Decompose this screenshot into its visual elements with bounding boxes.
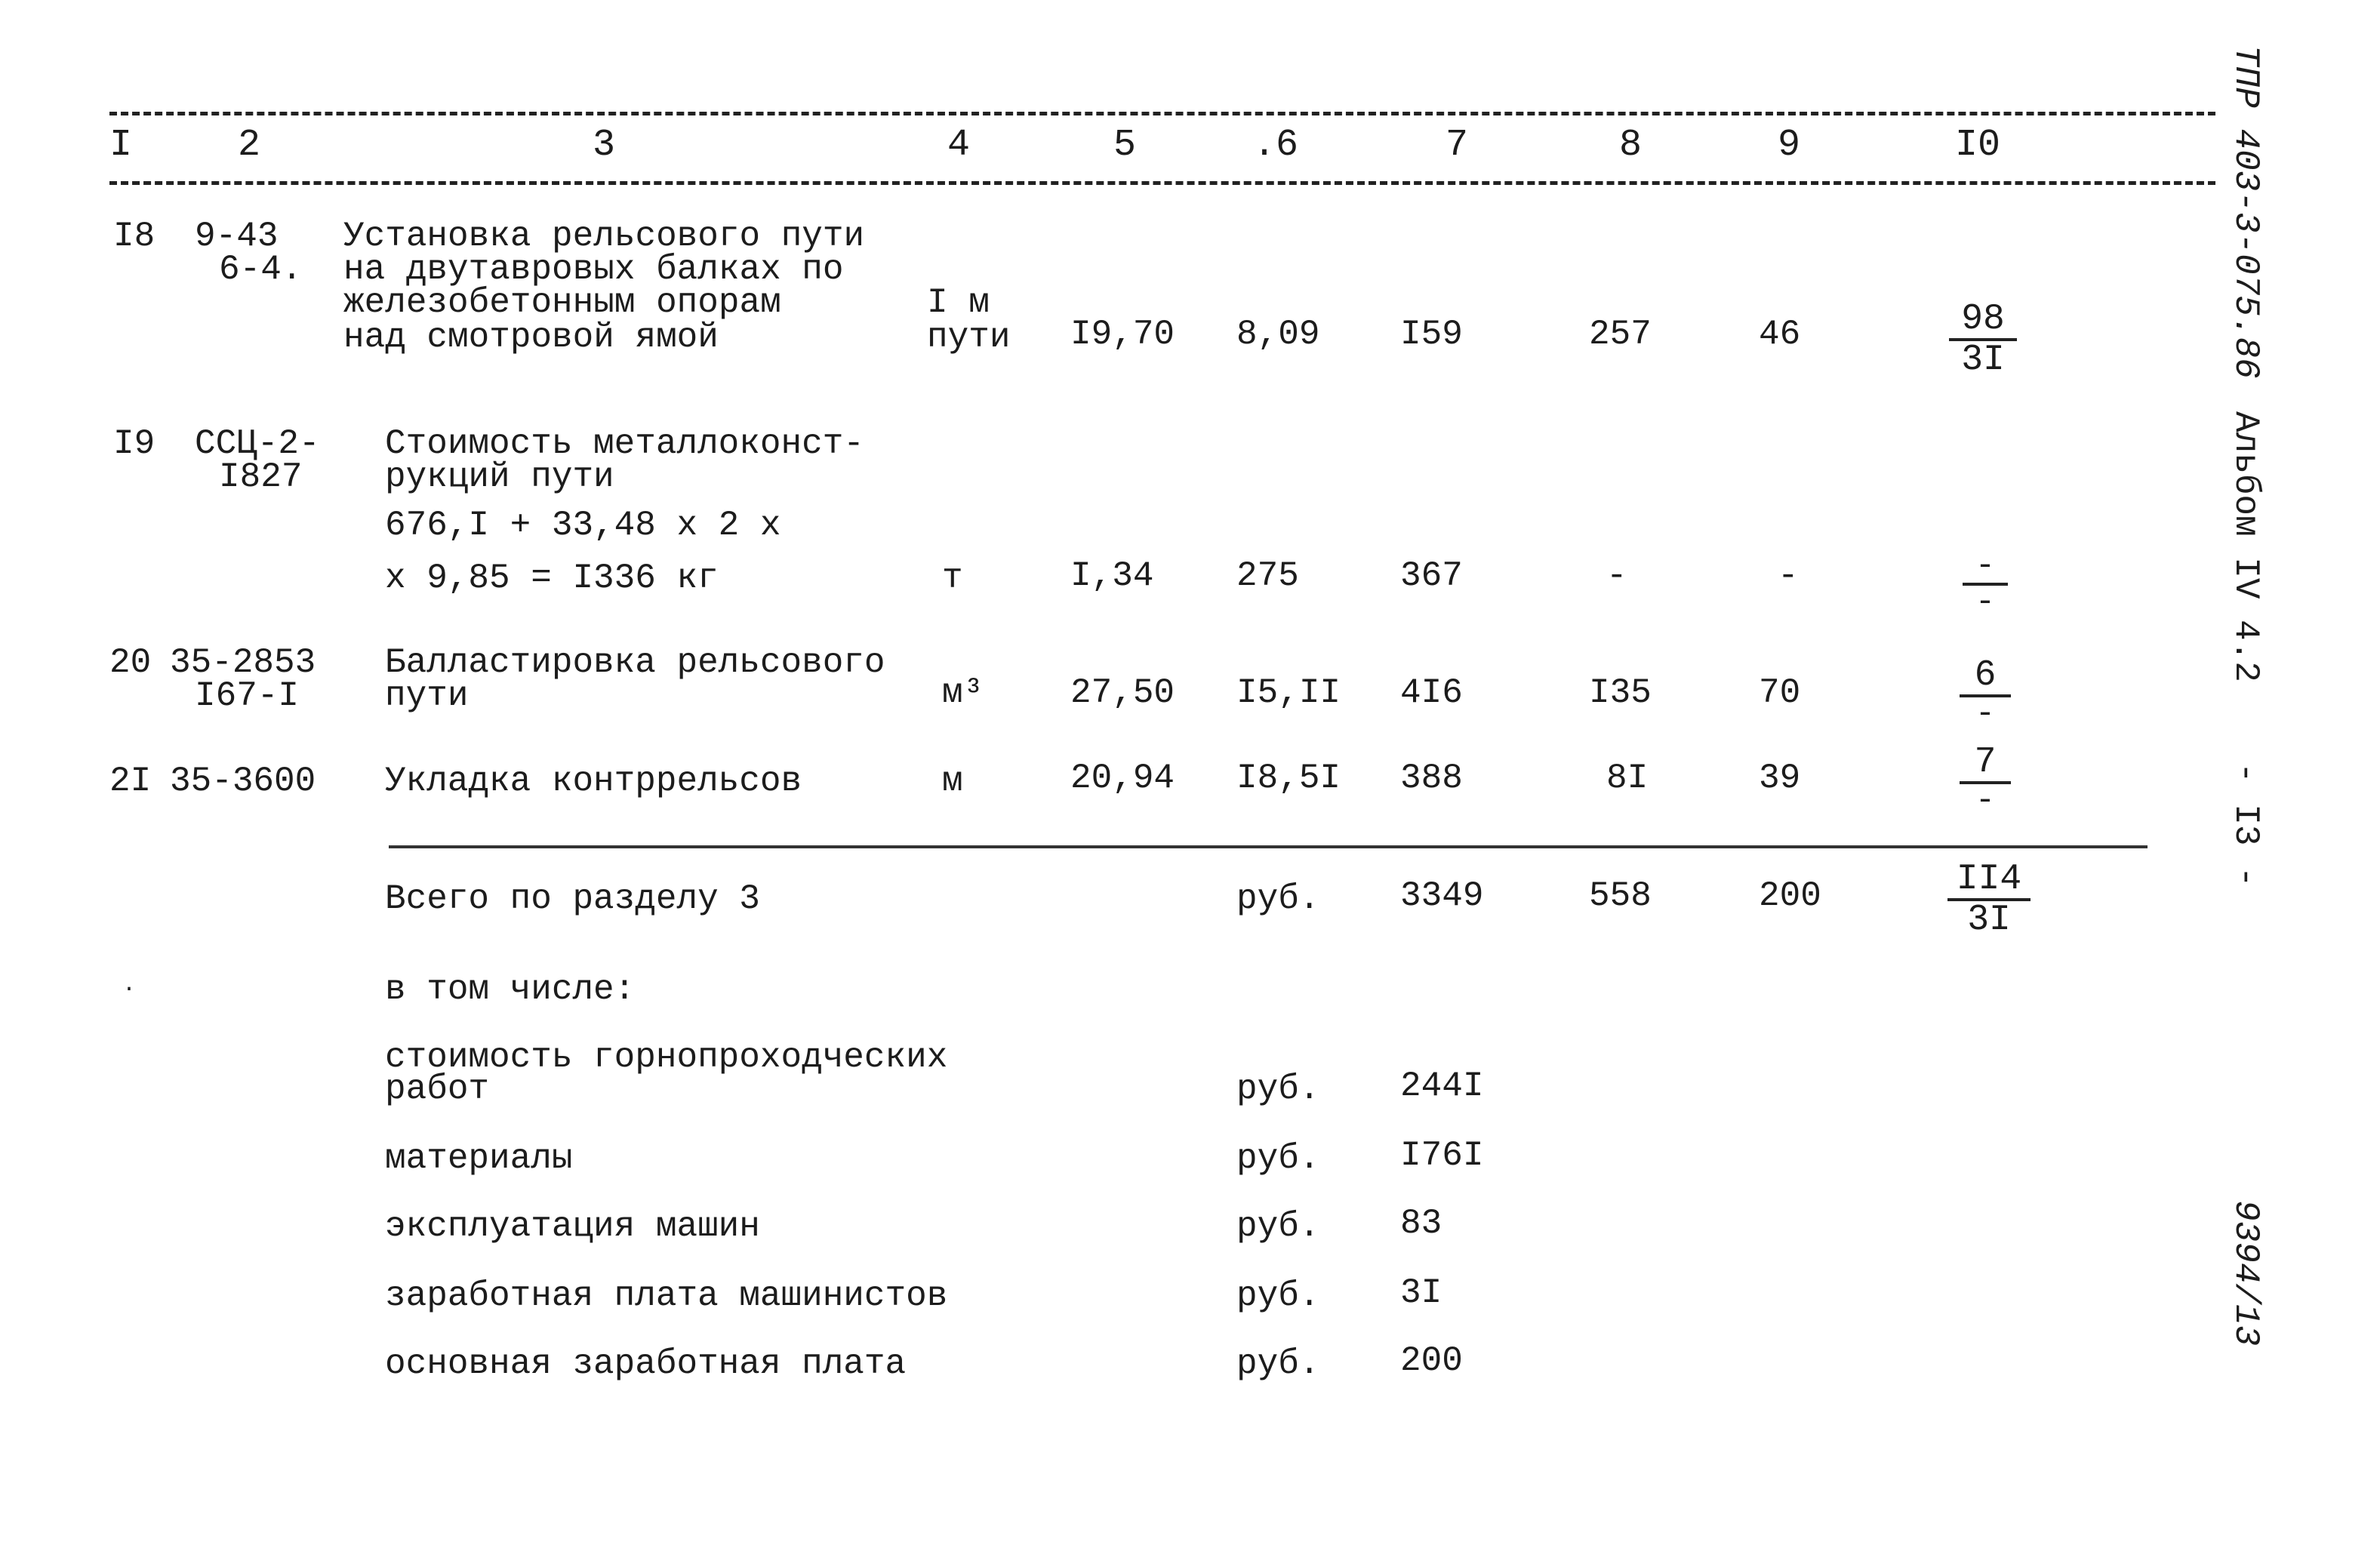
row-cost: I59 — [1400, 315, 1463, 354]
row-description-line: Укладка контррельсов — [385, 762, 802, 801]
fraction-numerator: 7 — [1960, 743, 2011, 784]
row-col-9: 39 — [1759, 759, 1801, 798]
row-description-line: на двутавровых балках по — [343, 250, 844, 289]
row-description-line: Балластировка рельсового — [385, 643, 885, 682]
total-col-8: 558 — [1589, 876, 1652, 916]
row-col-9: - — [1778, 556, 1799, 596]
fraction-denominator: 3I — [1967, 900, 2011, 940]
header-col-9: 9 — [1778, 124, 1801, 167]
header-bottom-rule — [109, 181, 2215, 185]
fraction-denominator: 3I — [1961, 340, 2005, 380]
row-description-line: х 9,85 = I336 кг — [385, 559, 719, 598]
breakdown-label-line: основная заработная плата — [385, 1344, 907, 1383]
document-code: ТПР 403-3-075.86 — [2226, 45, 2265, 379]
row-description-line: железобетонным опорам — [343, 283, 781, 322]
breakdown-value: I76I — [1400, 1136, 1484, 1175]
row-number: I9 — [113, 424, 155, 463]
breakdown-value: 83 — [1400, 1204, 1442, 1243]
breakdown-label-line: стоимость горнопроходческих — [385, 1038, 948, 1077]
row-quantity: I,34 — [1070, 556, 1154, 596]
row-col-8: 257 — [1589, 315, 1652, 354]
row-unit-price: 275 — [1236, 556, 1299, 596]
row-number: 2I — [109, 762, 152, 801]
row-description-line: 676,I + 33,48 х 2 х — [385, 506, 781, 545]
breakdown-label-line: материалы — [385, 1139, 573, 1178]
header-col-5: 5 — [1113, 124, 1137, 167]
row-unit-price: I5,II — [1236, 673, 1341, 713]
row-quantity: 27,50 — [1070, 673, 1175, 713]
header-col-4: 4 — [947, 124, 971, 167]
breakdown-unit: руб. — [1236, 1344, 1320, 1383]
row-description-line: Стоимость металлоконст- — [385, 424, 864, 463]
row-unit-line: т — [942, 559, 963, 598]
breakdown-unit: руб. — [1236, 1139, 1320, 1178]
row-unit-price: 8,09 — [1236, 315, 1320, 354]
including-label: в том числе: — [385, 970, 636, 1009]
fraction-denominator: - — [1975, 583, 1996, 621]
row-code-line: ССЦ-2- — [195, 424, 320, 463]
fraction-numerator: 6 — [1960, 657, 2011, 697]
row-unit-line: I м — [927, 283, 990, 322]
row-number: 20 — [109, 643, 152, 682]
breakdown-value: 3I — [1400, 1273, 1442, 1313]
row-unit-price: I8,5I — [1236, 759, 1341, 798]
row-col-9: 70 — [1759, 673, 1801, 713]
row-quantity: 20,94 — [1070, 759, 1175, 798]
album-label: Альбом IV 4.2 — [2226, 411, 2265, 682]
row-code-line: I67-I — [195, 676, 300, 716]
row-quantity: I9,70 — [1070, 315, 1175, 354]
header-col-3: 3 — [593, 124, 616, 167]
row-cost: 367 — [1400, 556, 1463, 596]
page-number: - I3 - — [2226, 762, 2265, 888]
header-col-8: 8 — [1619, 124, 1643, 167]
row-code-line: 9-43 — [195, 217, 279, 256]
header-col-2: 2 — [238, 124, 261, 167]
header-col-1: I — [109, 124, 133, 167]
fraction-numerator: 98 — [1949, 300, 2017, 341]
breakdown-label-line: заработная плата машинистов — [385, 1276, 948, 1316]
breakdown-value: 200 — [1400, 1341, 1463, 1380]
breakdown-label-line: работ — [385, 1070, 490, 1109]
row-col-8: 8I — [1606, 759, 1649, 798]
breakdown-unit: руб. — [1236, 1070, 1320, 1109]
row-description-line: пути — [385, 676, 469, 716]
total-separator-line — [389, 845, 2148, 848]
row-code-line: 35-2853 — [170, 643, 316, 682]
row-code-line: I827 — [219, 457, 303, 497]
row-col-8: - — [1606, 556, 1627, 596]
row-unit-line: пути — [927, 318, 1011, 357]
header-top-rule — [109, 112, 2215, 115]
breakdown-unit: руб. — [1236, 1276, 1320, 1316]
row-number: I8 — [113, 217, 155, 256]
row-description-line: над смотровой ямой — [343, 318, 719, 357]
inventory-number: 9394/13 — [2226, 1200, 2265, 1347]
total-col-9: 200 — [1759, 876, 1821, 916]
row-cost: 388 — [1400, 759, 1463, 798]
total-label: Всего по разделу 3 — [385, 879, 760, 919]
total-unit: руб. — [1236, 879, 1320, 919]
row-col-10-fraction — [1949, 300, 2017, 379]
row-code-line: 35-3600 — [170, 762, 316, 801]
row-col-10-fraction — [1960, 657, 2011, 731]
breakdown-label-line: эксплуатация машин — [385, 1207, 760, 1246]
header-col-6: .6 — [1253, 124, 1299, 167]
row-col-8: I35 — [1589, 673, 1652, 713]
row-description-line: рукций пути — [385, 457, 614, 497]
row-col-10-fraction — [1963, 549, 2008, 619]
stray-dot: · — [122, 977, 137, 1002]
header-col-7: 7 — [1446, 124, 1469, 167]
breakdown-value: 244I — [1400, 1066, 1484, 1106]
fraction-denominator: - — [1975, 782, 1996, 820]
row-code-line: 6-4. — [219, 250, 303, 289]
fraction-numerator: II4 — [1947, 860, 2031, 901]
breakdown-unit: руб. — [1236, 1207, 1320, 1246]
total-cost: 3349 — [1400, 876, 1484, 916]
fraction-numerator: - — [1963, 549, 2008, 586]
row-description-line: Установка рельсового пути — [343, 217, 865, 256]
total-col-10-fraction — [1947, 860, 2031, 939]
row-unit-line: м³ — [942, 673, 984, 713]
row-unit-line: м — [942, 762, 963, 801]
row-cost: 4I6 — [1400, 673, 1463, 713]
fraction-denominator: - — [1975, 695, 1996, 733]
row-col-9: 46 — [1759, 315, 1801, 354]
row-col-10-fraction — [1960, 742, 2011, 820]
header-col-10: I0 — [1955, 124, 2001, 167]
